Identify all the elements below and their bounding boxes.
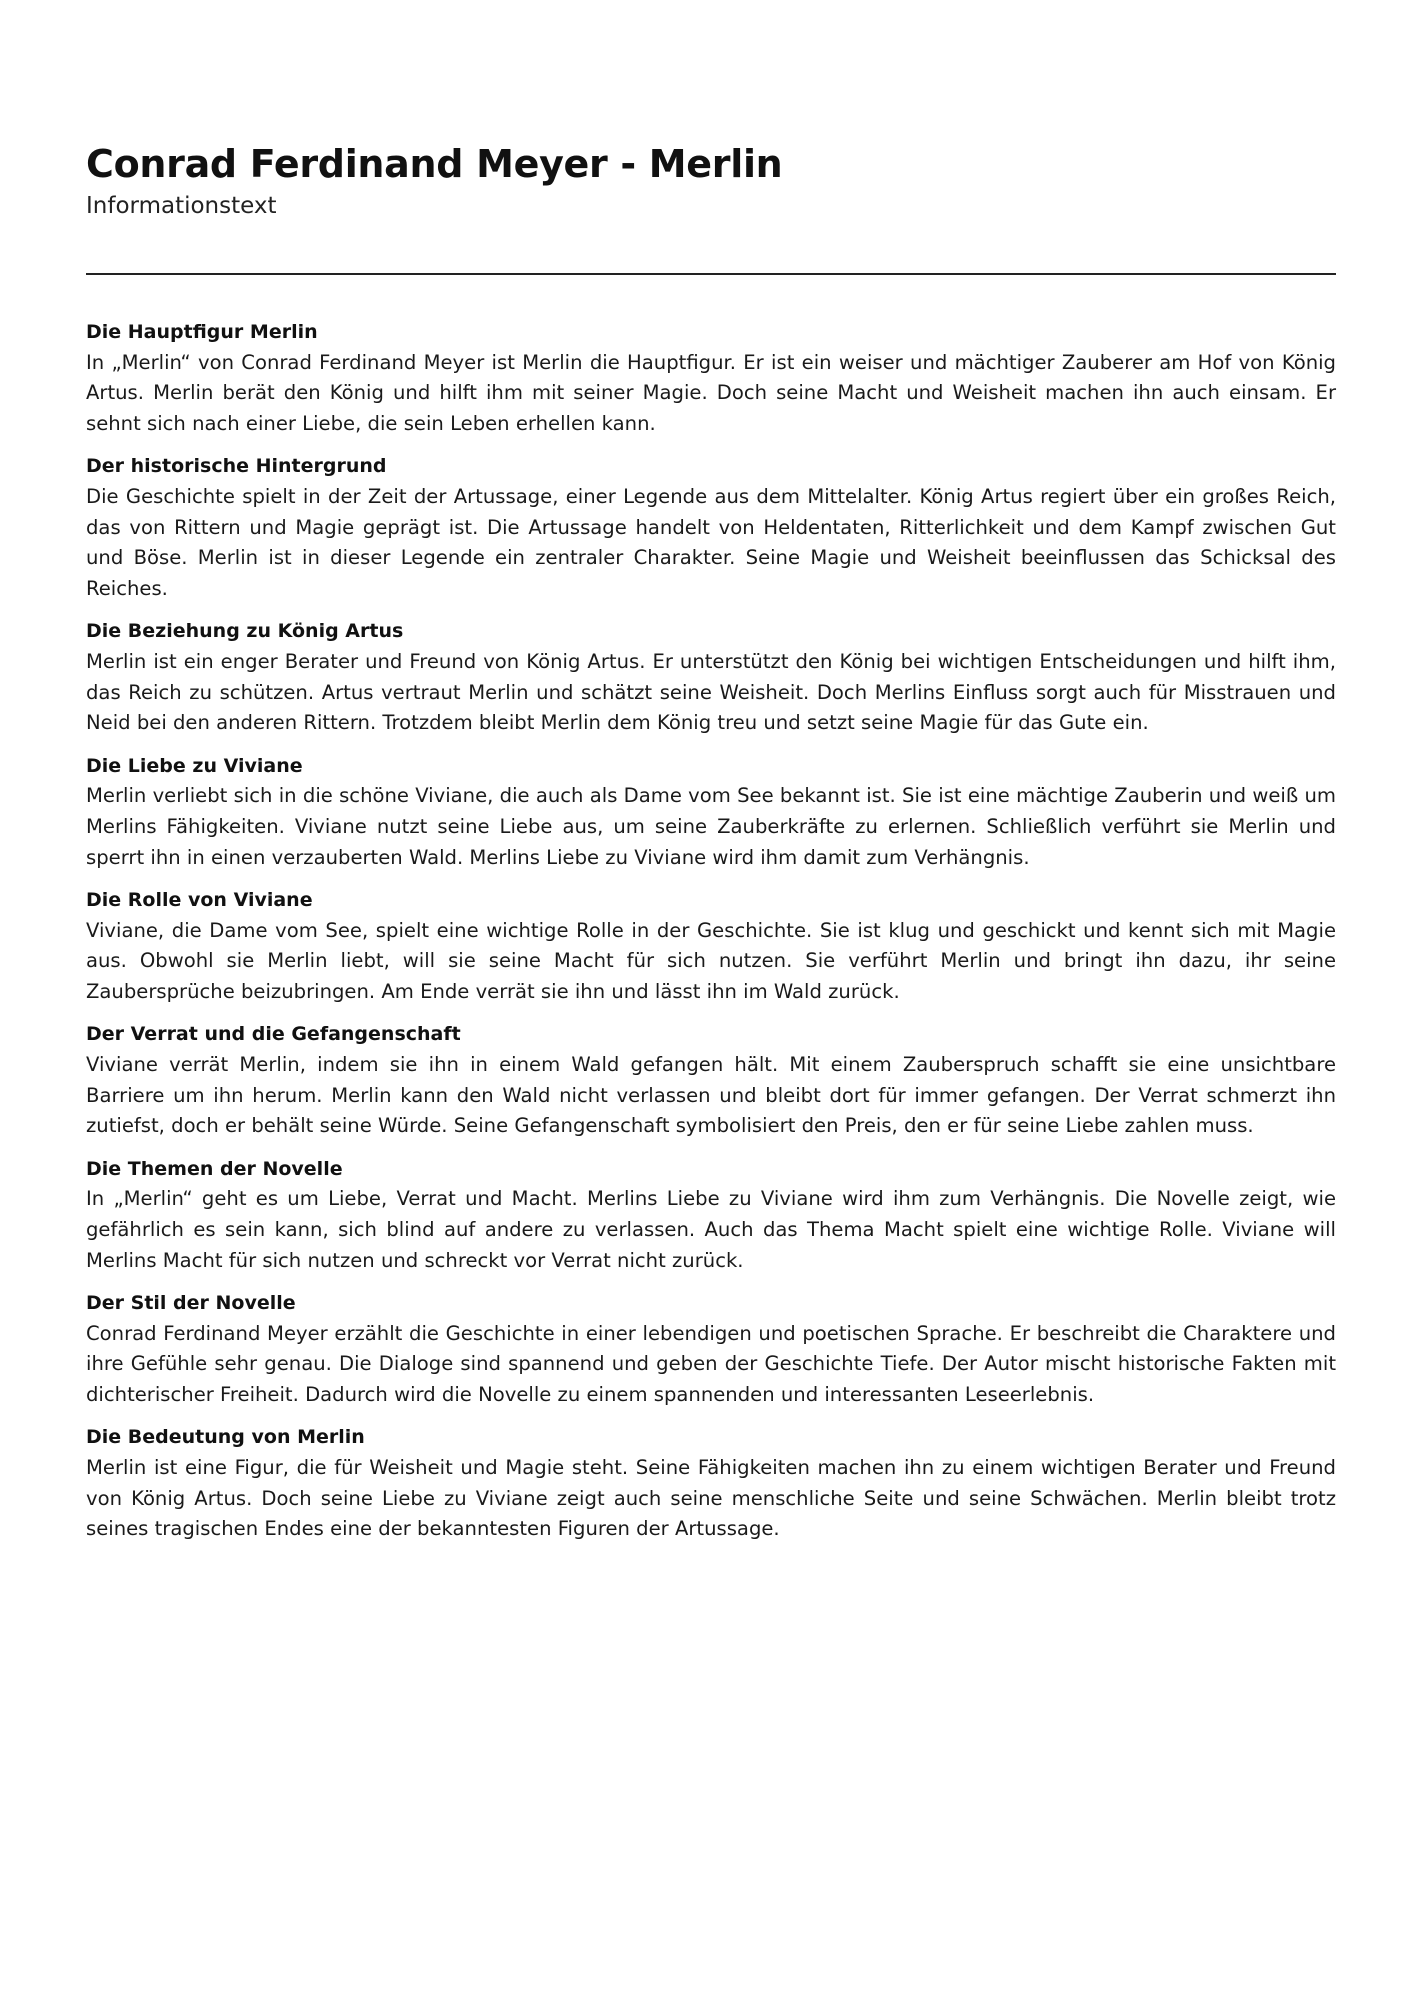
section-bedeutung — [86, 1422, 1336, 1545]
section-heading: Die Beziehung zu König Artus — [86, 620, 404, 643]
section-text: In „Merlin“ von Conrad Ferdinand Meyer ist Merlin die Hauptfigur. Er ist ein weiser und mächtiger Zauberer am Hof von König Artus. Merlin berät den König und hilft ihm mit seiner Magie. Doch seine Macht und Weisheit machen ihn auch einsam. Er sehnt sich nach einer Liebe, die sein Leben erhellen kann. — [86, 350, 1336, 436]
section-hauptfigur — [86, 317, 1336, 440]
section-hintergrund — [86, 451, 1336, 605]
section-heading: Die Rolle von Viviane — [86, 888, 313, 911]
section-heading: Die Themen der Novelle — [86, 1157, 343, 1180]
section-heading: Der Stil der Novelle — [86, 1291, 296, 1314]
section-beziehung — [86, 616, 1336, 739]
title-divider — [86, 273, 1336, 275]
section-heading: Der historische Hintergrund — [86, 455, 387, 478]
section-text: In „Merlin“ geht es um Liebe, Verrat und Macht. Merlins Liebe zu Viviane wird ihm zum Verhängnis. Die Novelle zeigt, wie gefährlich es sein kann, sich blind auf andere zu verlassen. Auch das Thema Macht spielt eine wichtige Rolle. Viviane will Merlins Macht für sich nutzen und schreckt vor Verrat nicht zurück. — [86, 1187, 1336, 1272]
section-liebe — [86, 751, 1336, 874]
document-title: Conrad Ferdinand Meyer - Merlin — [86, 142, 783, 186]
section-text: Die Geschichte spielt in der Zeit der Artussage, einer Legende aus dem Mittelalter. König Artus regiert über ein großes Reich, das von Rittern und Magie geprägt ist. Die Artussage handelt von Heldentaten, Ritterlichkeit und dem Kampf zwischen Gut und Böse. Merlin ist in dieser Legende ein zentraler Charakter. Seine Magie und Weisheit beeinflussen das Schicksal des Reiches. — [86, 485, 1336, 601]
document-page — [86, 138, 1336, 1541]
section-heading: Die Bedeutung von Merlin — [86, 1426, 365, 1449]
section-heading: Die Liebe zu Viviane — [86, 754, 303, 777]
section-text: Merlin ist ein enger Berater und Freund von König Artus. Er unterstützt den König bei wichtigen Entscheidungen und hilft ihm, das Reich zu schützen. Artus vertraut Merlin und schätzt seine Weisheit. Doch Merlins Einfluss sorgt auch für Misstrauen und Neid bei den anderen Rittern. Trotzdem bleibt Merlin dem König treu und setzt seine Magie für das Gute ein. — [86, 650, 1336, 735]
section-themen — [86, 1154, 1336, 1277]
section-text: Viviane verrät Merlin, indem sie ihn in einem Wald gefangen hält. Mit einem Zauberspruch schafft sie eine unsichtbare Barriere um ihn herum. Merlin kann den Wald nicht verlassen und bleibt dort für immer gefangen. Der Verrat schmerzt ihn zutiefst, doch er behält seine Würde. Seine Gefangenschaft symbolisiert den Preis, den er für seine Liebe zahlen muss. — [86, 1052, 1336, 1138]
section-text: Merlin verliebt sich in die schöne Viviane, die auch als Dame vom See bekannt ist. Sie ist eine mächtige Zauberin und weiß um Merlins Fähigkeiten. Viviane nutzt seine Liebe aus, um seine Zauberkräfte zu erlernen. Schließlich verführt sie Merlin und sperrt ihn in einen verzauberten Wald. Merlins Liebe zu Viviane wird ihm damit zum Verhängnis. — [86, 784, 1336, 869]
section-text: Merlin ist eine Figur, die für Weisheit und Magie steht. Seine Fähigkeiten machen ihn zu einem wichtigen Berater und Freund von König Artus. Doch seine Liebe zu Viviane zeigt auch seine menschliche Seite und seine Schwächen. Merlin bleibt trotz seines tragischen Endes eine der bekanntesten Figuren der Artussage. — [86, 1455, 1336, 1541]
section-text: Conrad Ferdinand Meyer erzählt die Geschichte in einer lebendigen und poetischen Sprache. Er beschreibt die Charaktere und ihre Gefühle sehr genau. Die Dialoge sind spannend und geben der Geschichte Tiefe. Der Autor mischt historische Fakten mit dichterischer Freiheit. Dadurch wird die Novelle zu einem spannenden und interessanten Leseerlebnis. — [86, 1321, 1336, 1406]
section-heading: Der Verrat und die Gefangenschaft — [86, 1023, 461, 1046]
section-rolle — [86, 885, 1336, 1008]
section-heading: Die Hauptfigur Merlin — [86, 321, 318, 343]
section-text: Viviane, die Dame vom See, spielt eine wichtige Rolle in der Geschichte. Sie ist klug und geschickt und kennt sich mit Magie aus. Obwohl sie Merlin liebt, will sie seine Macht für sich nutzen. Sie verführt Merlin und bringt ihn dazu, ihr seine Zaubersprüche beizubringen. Am Ende verrät sie ihn und lässt ihn im Wald zurück. — [86, 918, 1336, 1004]
section-verrat — [86, 1019, 1336, 1142]
section-stil — [86, 1288, 1336, 1411]
sections-container — [86, 317, 1336, 1557]
document-subtitle: Informationstext — [86, 193, 277, 219]
